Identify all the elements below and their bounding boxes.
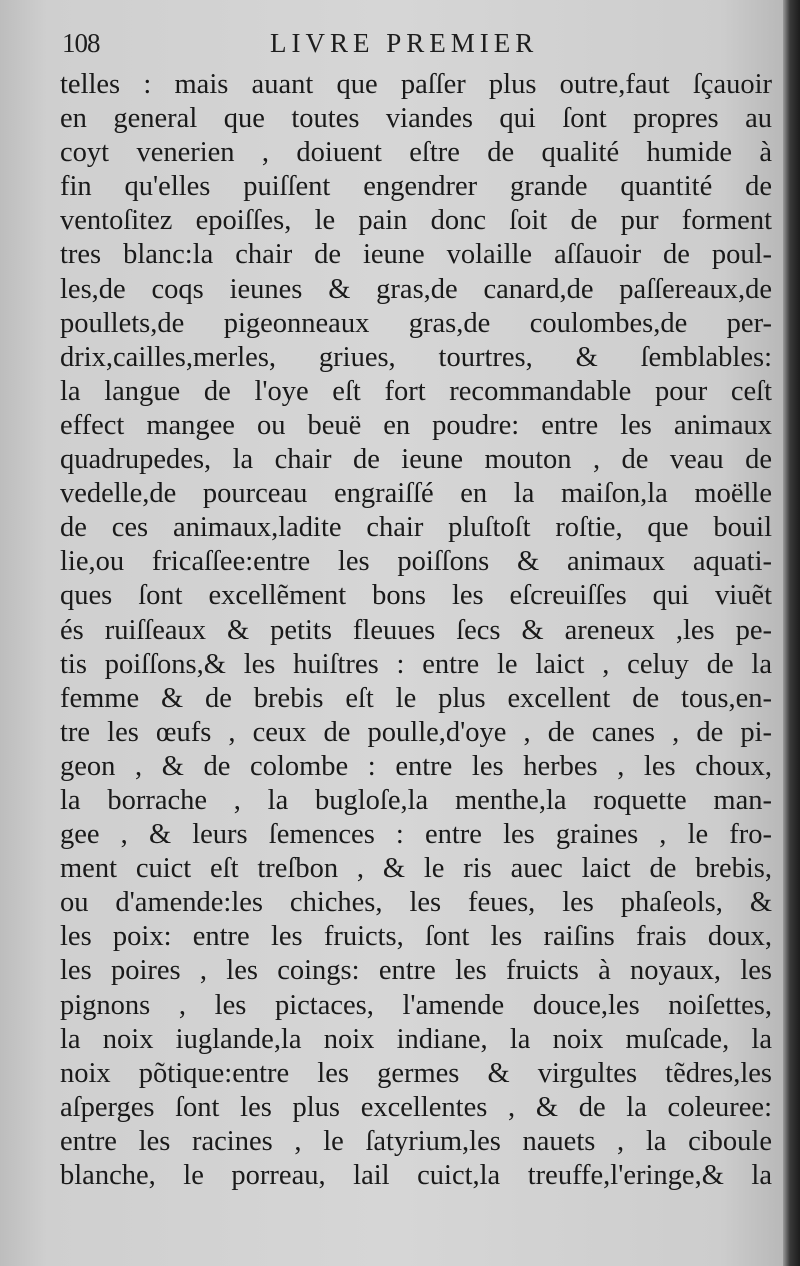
body-text (60, 68, 772, 1193)
text-line: en general que toutes viandes qui ſont propres au (60, 103, 772, 135)
text-line: quadrupedes, la chair de ieune mouton , de veau de (60, 444, 772, 476)
text-line: ou d'amende:les chiches, les feues, les phaſeols, & (60, 887, 772, 919)
text-line: coyt venerien , doiuent eſtre de qualité humide à (60, 137, 772, 169)
text-line: és ruiſſeaux & petits fleuues ſecs & areneux ,les pe- (60, 614, 772, 646)
page-number: 108 (62, 28, 100, 58)
text-line: ment cuict eſt treſbon , & le ris auec laict de brebis, (60, 853, 772, 885)
text-line: tres blanc:la chair de ieune volaille aſſauoir de poul- (60, 239, 772, 271)
text-line: blanche, le porreau, lail cuict,la treuffe,l'eringe,& la (60, 1160, 772, 1191)
running-title: LIVRE PREMIER (270, 28, 539, 58)
text-line: les,de coqs ieunes & gras,de canard,de paſſereaux,de (60, 273, 772, 305)
text-line: telles : mais auant que paſſer plus outre,faut ſçauoir (60, 69, 772, 100)
text-line: les poix: entre les fruicts, ſont les raiſins frais doux, (60, 921, 772, 953)
text-line: la langue de l'oye eſt fort recommandable pour ceſt (60, 375, 772, 407)
text-line: poullets,de pigeonneaux gras,de coulombes,de per- (60, 307, 772, 339)
text-line: pignons , les pictaces, l'amende douce,les noiſettes, (60, 989, 772, 1021)
text-line: la noix iuglande,la noix indiane, la noix muſcade, la (60, 1023, 772, 1055)
text-line: fin qu'elles puiſſent engendrer grande quantité de (60, 171, 772, 203)
text-line: gee , & leurs ſemences : entre les graines , le fro- (60, 819, 772, 851)
page-header (62, 28, 762, 68)
text-line: la borrache , la bugloſe,la menthe,la roquette man- (60, 784, 772, 816)
text-line: tre les œufs , ceux de poulle,d'oye , de canes , de pi- (60, 716, 772, 748)
book-gutter-shadow (783, 0, 800, 1266)
text-line: entre les racines , le ſatyrium,les nauets , la ciboule (60, 1125, 772, 1157)
text-line: tis poiſſons,& les huiſtres : entre le laict , celuy de la (60, 648, 772, 680)
text-line: effect mangee ou beuë en poudre: entre les animaux (60, 409, 772, 441)
text-line: vedelle,de pourceau engraiſſé en la maiſon,la moëlle (60, 478, 772, 510)
text-line: femme & de brebis eſt le plus excellent de tous,en- (60, 682, 772, 714)
text-line: drix,cailles,merles, griues, tourtres, & ſemblables: (60, 341, 772, 373)
text-line: lie,ou fricaſſee:entre les poiſſons & animaux aquati- (60, 546, 772, 578)
text-line: les poires , les coings: entre les fruicts à noyaux, les (60, 955, 772, 987)
text-line: ques ſont excellẽment bons les eſcreuiſſes qui viuẽt (60, 580, 772, 612)
text-line: de ces animaux,ladite chair pluſtoſt roſtie, que bouil (60, 512, 772, 544)
text-line: noix põtique:entre les germes & virgultes tẽdres,les (60, 1057, 772, 1089)
text-line: ventoſitez epoiſſes, le pain donc ſoit de pur forment (60, 205, 772, 237)
text-line: geon , & de colombe : entre les herbes , les choux, (60, 750, 772, 782)
text-line: aſperges ſont les plus excellentes , & de la coleuree: (60, 1091, 772, 1123)
